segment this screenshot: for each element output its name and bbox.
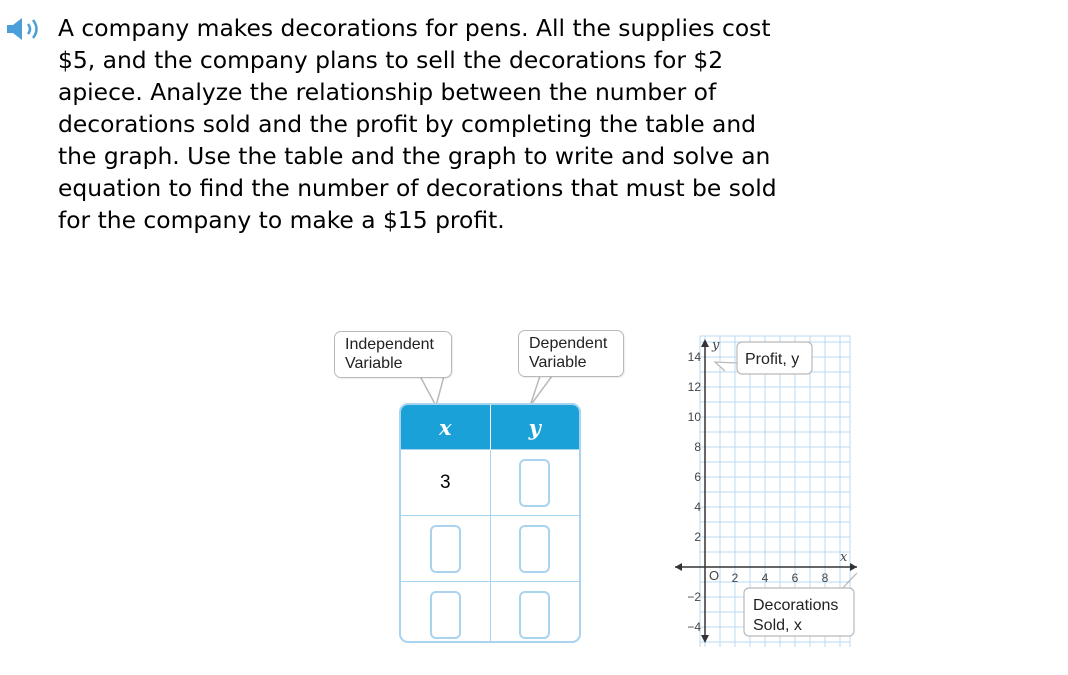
row3-x-cell	[401, 582, 490, 644]
row3-x-answer-box[interactable]	[430, 591, 461, 639]
x-tick-label: 8	[821, 571, 829, 585]
row2-x-answer-box[interactable]	[430, 525, 461, 573]
row1-x-value: 3	[401, 450, 490, 516]
dependent-pointer	[530, 376, 552, 406]
row2-x-cell	[401, 516, 490, 582]
speaker-wave-large	[33, 20, 37, 38]
row1-y-cell	[490, 450, 579, 516]
speaker-wave-small	[28, 24, 30, 34]
dependent-callout-line1: Dependent	[529, 335, 608, 352]
row2-y-answer-box[interactable]	[519, 525, 550, 573]
row2-y-cell	[490, 516, 579, 582]
dependent-callout-line2: Variable	[529, 354, 587, 371]
decorations-label-line1: Decorations	[753, 597, 839, 614]
independent-variable-callout	[334, 331, 452, 378]
y-tick-label: 14	[687, 350, 701, 364]
problem-text: A company makes decorations for pens. All the supplies cost $5, and the company plans to sell the decorations for $2 apiece. Analyze the relationship between the number of decorations sold and the profit by completing the table and the graph. Use the table and the graph to write and solve an equation to find the number of decorations that must be sold for the company to make a $15 profit.	[58, 14, 777, 234]
y-axis-letter: y	[712, 338, 720, 353]
independent-callout-line1: Independent	[345, 336, 434, 353]
y-column-header: y	[490, 405, 579, 450]
y-tick-label: 2	[694, 530, 701, 544]
xy-table-container	[399, 403, 581, 643]
y-tick-label: −2	[687, 590, 701, 604]
y-tick-label: 8	[694, 440, 701, 454]
profit-label: Profit, y	[745, 351, 800, 368]
table-row	[401, 516, 579, 582]
speaker-icon[interactable]	[6, 16, 44, 42]
speaker-body	[7, 18, 22, 40]
x-tick-label: 2	[731, 571, 739, 585]
y-tick-label: 10	[687, 410, 701, 424]
table-header-row	[401, 405, 579, 450]
x-column-header: x	[401, 405, 490, 450]
x-tick-label: 6	[791, 571, 799, 585]
coordinate-grid-graph[interactable]	[665, 335, 865, 647]
x-axis-arrow-left-icon	[675, 563, 682, 571]
table-row	[401, 450, 579, 516]
y-tick-label: −4	[687, 620, 701, 634]
y-tick-label: 12	[687, 380, 701, 394]
x-axis-arrow-icon	[850, 563, 857, 571]
dependent-variable-callout	[518, 330, 624, 377]
table-row	[401, 582, 579, 644]
xy-table	[401, 405, 579, 643]
row3-y-answer-box[interactable]	[519, 591, 550, 639]
independent-pointer	[420, 376, 444, 406]
row3-y-cell	[490, 582, 579, 644]
y-tick-label: 4	[694, 500, 701, 514]
x-axis-letter: x	[840, 550, 848, 565]
independent-callout-line2: Variable	[345, 355, 403, 372]
origin-label: O	[709, 568, 720, 583]
y-tick-label: 6	[694, 470, 701, 484]
decorations-label-line2: Sold, x	[753, 617, 802, 634]
row1-y-answer-box[interactable]	[519, 459, 550, 507]
x-tick-label: 4	[761, 571, 769, 585]
